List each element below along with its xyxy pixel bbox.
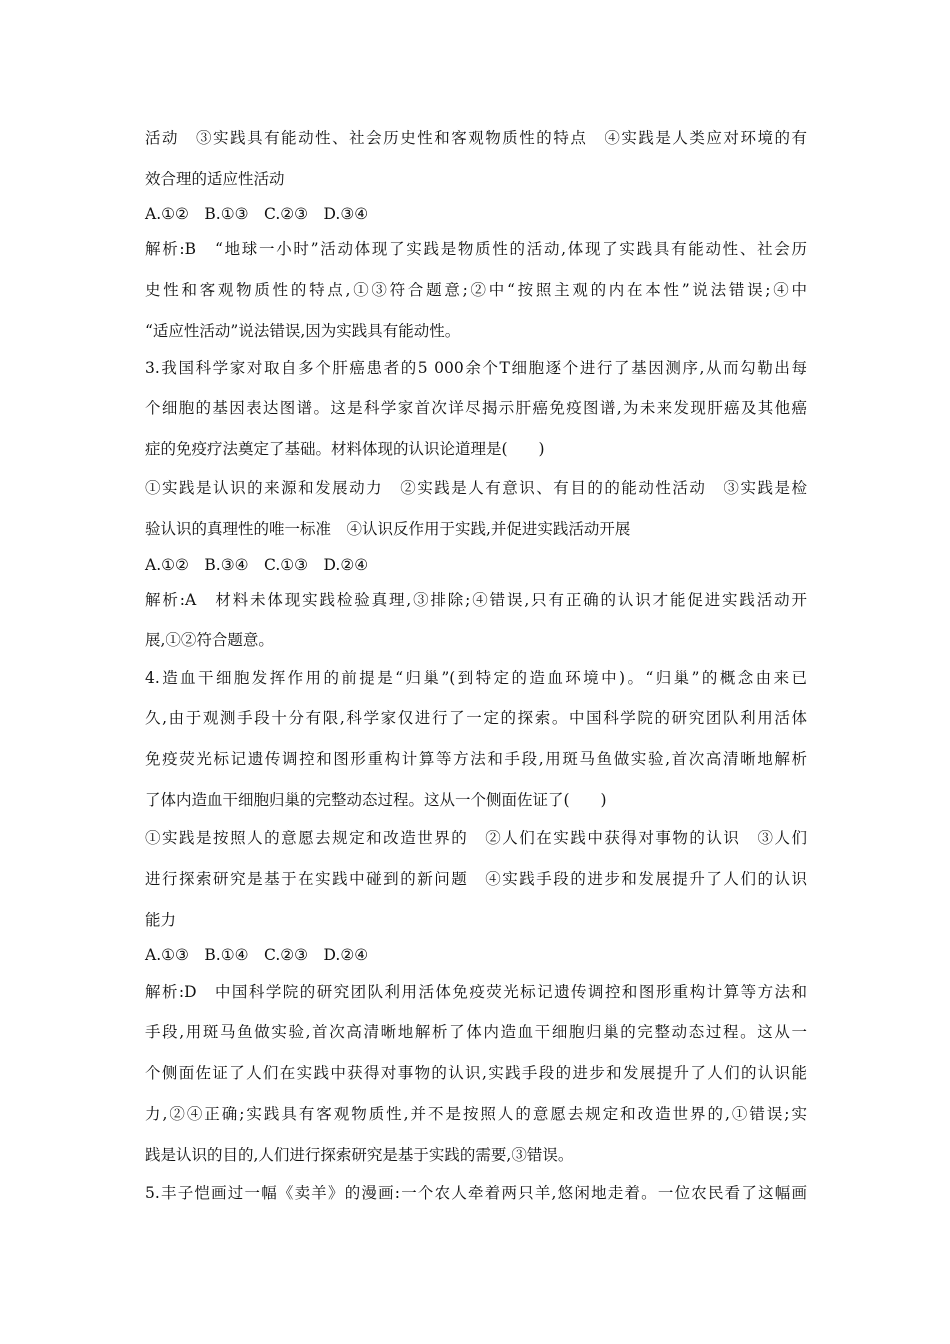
question-line: 了体内造血干细胞归巢的完整动态过程。这从一个侧面佐证了( ) [145,791,607,809]
question-line: 个细胞的基因表达图谱。这是科学家首次详尽揭示肝癌免疫图谱,为未来发现肝癌及其他癌 [145,399,807,417]
option-line: 进行探索研究是基于在实践中碰到的新问题 ④实践手段的进步和发展提升了人们的认识 [145,870,807,888]
question-line: 久,由于观测手段十分有限,科学家仅进行了一定的探索。中国科学院的研究团队利用活体 [145,709,807,727]
option-line: ①实践是认识的来源和发展动力 ②实践是人有意识、有目的的能动性活动 ③实践是检 [145,479,807,497]
text-line: 活动 ③实践具有能动性、社会历史性和客观物质性的特点 ④实践是人类应对环境的有 [145,129,807,147]
question-line: 3.我国科学家对取自多个肝癌患者的5 000余个T细胞逐个进行了基因测序,从而勾勒出每 [145,359,807,377]
analysis-line: 手段,用斑马鱼做实验,首次高清晰地解析了体内造血干细胞归巢的完整动态过程。这从一 [145,1023,807,1041]
text-line: 效合理的适应性活动 [145,170,285,188]
option-line: 能力 [145,911,177,929]
analysis-line: 解析:B “地球一小时”活动体现了实践是物质性的活动,体现了实践具有能动性、社会历 [145,240,807,258]
answer-options: A.①② B.③④ C.①③ D.②④ [145,556,369,574]
analysis-line: 力,②④正确;实践具有客观物质性,并不是按照人的意愿去规定和改造世界的,①错误;实 [145,1105,807,1123]
analysis-line: 个侧面佐证了人们在实践中获得对事物的认识,实践手段的进步和发展提升了人们的认识能 [145,1064,807,1082]
option-line: 验认识的真理性的唯一标准 ④认识反作用于实践,并促进实践活动开展 [145,520,631,538]
analysis-line: “适应性活动”说法错误,因为实践具有能动性。 [145,322,461,340]
analysis-line: 解析:D 中国科学院的研究团队利用活体免疫荧光标记遗传调控和图形重构计算等方法和 [145,983,807,1001]
option-line: ①实践是按照人的意愿去规定和改造世界的 ②人们在实践中获得对事物的认识 ③人们 [145,829,807,847]
analysis-line: 解析:A 材料未体现实践检验真理,③排除;④错误,只有正确的认识才能促进实践活动开 [145,591,807,609]
question-line: 症的免疫疗法奠定了基础。材料体现的认识论道理是( ) [145,440,545,458]
analysis-line: 践是认识的目的,人们进行探索研究是基于实践的需要,③错误。 [145,1146,574,1164]
answer-options: A.①② B.①③ C.②③ D.③④ [145,205,369,223]
question-line: 5.丰子恺画过一幅《卖羊》的漫画:一个农人牵着两只羊,悠闲地走着。一位农民看了这幅画 [145,1184,807,1202]
question-line: 4.造血干细胞发挥作用的前提是“归巢”(到特定的造血环境中)。“归巢”的概念由来已 [145,669,807,687]
analysis-line: 展,①②符合题意。 [145,631,274,649]
question-line: 免疫荧光标记遗传调控和图形重构计算等方法和手段,用斑马鱼做实验,首次高清晰地解析 [145,750,807,768]
analysis-line: 史性和客观物质性的特点,①③符合题意;②中“按照主观的内在本性”说法错误;④中 [145,281,807,299]
answer-options: A.①③ B.①④ C.②③ D.②④ [145,946,369,964]
